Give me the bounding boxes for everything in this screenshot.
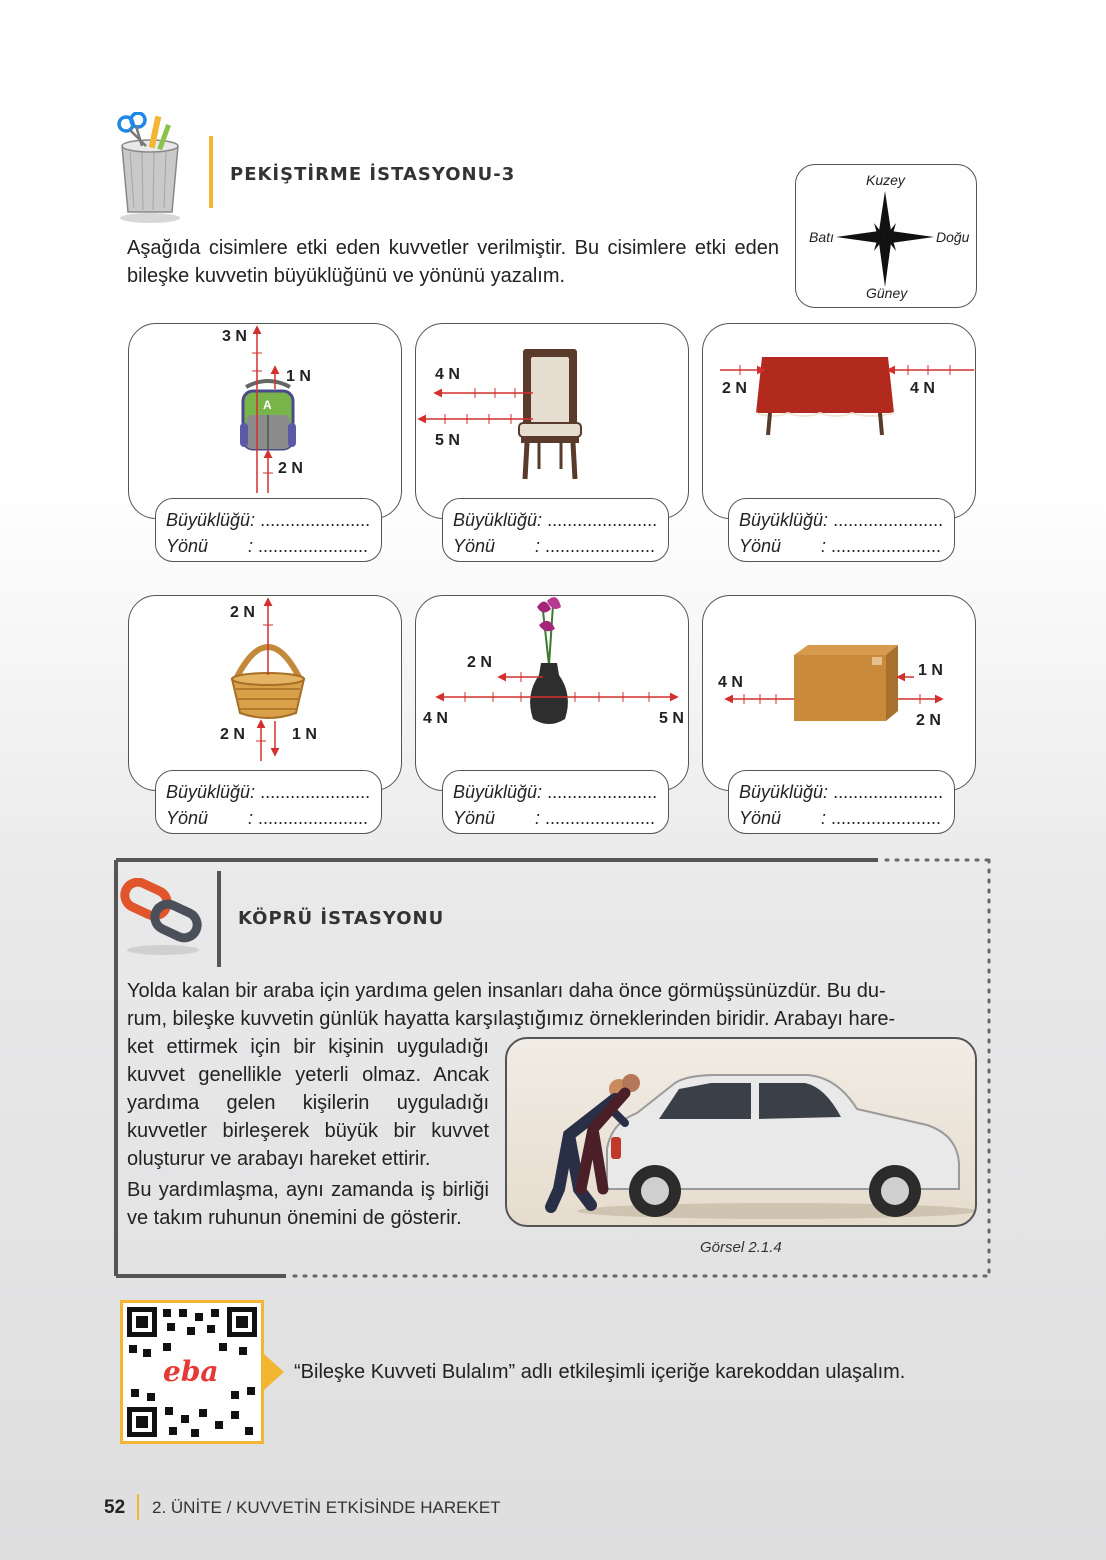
force-label: 5 N (435, 432, 460, 449)
force-label: 2 N (916, 712, 941, 729)
answer-box[interactable]: Büyüklüğü: ...................... Yönü : ...................... (442, 770, 669, 834)
figure-caption: Görsel 2.1.4 (700, 1239, 782, 1256)
qr-description: “Bileşke Kuvveti Bulalım” adlı etkileşimli içeriğe karekoddan ulaşalım. (294, 1361, 906, 1383)
compass-south-label: Güney (866, 285, 908, 301)
force-label: 1 N (286, 368, 311, 385)
chain-link-icon (118, 878, 208, 958)
bridge-title: KÖPRÜ İSTASYONU (238, 908, 445, 929)
bridge-paragraph-1-line-2: rum, bileşke kuvvetin günlük hayatta karşılaştığımız örneklerinden biridir. Arabayı hare- (127, 1008, 896, 1030)
bridge-paragraph-1-line-1: Yolda kalan bir araba için yardıma gelen insanları daha önce görmüşsünüzdür. Bu du- (127, 980, 886, 1002)
force-label: 4 N (718, 674, 743, 691)
answer-box[interactable]: Büyüklüğü: ...................... Yönü : ...................... (442, 498, 669, 562)
force-card-backpack (128, 323, 402, 519)
eba-logo: eba (163, 1355, 219, 1388)
force-label: 4 N (435, 366, 460, 383)
station-intro: Aşağıda cisimlere etki eden kuvvetler verilmiştir. Bu cisimlere etki eden bileşke kuvvetin büyüklüğünü ve yönünü yazalım. (127, 237, 779, 287)
car-push-illustration (505, 1037, 977, 1227)
bridge-paragraph-2: Bu yardımlaşma, aynı zamanda iş birliği ve takım ruhunun önemini de gösterir. (127, 1179, 489, 1229)
page-number: 52 (104, 1497, 126, 1518)
qr-pointer-icon (264, 1354, 284, 1390)
bridge-paragraph-1-rest: ket ettirmek için bir kişinin uyguladığı kuvvet genellikle yeterli olmaz. Ancak yardıma gelen kişilerin uyguladığı kuvvetler birleşerek büyük bir kuvvet oluşturur ve arabayı hareket ettirir. (127, 1036, 489, 1170)
answer-box[interactable]: Büyüklüğü: ...................... Yönü : ...................... (155, 770, 382, 834)
answer-box[interactable]: Büyüklüğü: ...................... Yönü : ...................... (155, 498, 382, 562)
bridge-accent-bar (217, 871, 221, 967)
force-label: 2 N (230, 604, 255, 621)
force-card-vase (415, 595, 689, 791)
compass-box (795, 164, 977, 308)
force-label: 2 N (722, 380, 747, 397)
compass-north-label: Kuzey (866, 172, 905, 188)
force-card-basket (128, 595, 402, 791)
force-label: 1 N (918, 662, 943, 679)
force-card-box (702, 595, 976, 791)
force-label: 2 N (278, 460, 303, 477)
force-card-table (702, 323, 976, 519)
answer-box[interactable]: Büyüklüğü: ...................... Yönü : ...................... (728, 770, 955, 834)
vase-icon (530, 597, 568, 724)
pencil-cup-icon (112, 112, 188, 224)
force-label: 5 N (659, 710, 684, 727)
unit-title: 2. ÜNİTE / KUVVETİN ETKİSİNDE HAREKET (152, 1498, 501, 1517)
section-accent-bar (209, 136, 213, 208)
compass-west-label: Batı (809, 229, 834, 245)
qr-code[interactable] (120, 1300, 264, 1444)
force-label: 4 N (423, 710, 448, 727)
force-card-chair (415, 323, 689, 519)
force-label: 1 N (292, 726, 317, 743)
backpack-badge: A (263, 398, 272, 412)
table-icon (756, 357, 894, 435)
force-label: 2 N (467, 654, 492, 671)
answer-box[interactable]: Büyüklüğü: ...................... Yönü : ...................... (728, 498, 955, 562)
force-label: 2 N (220, 726, 245, 743)
chair-icon (519, 349, 581, 479)
cardboard-box-icon (794, 645, 898, 721)
compass-east-label: Doğu (936, 229, 970, 245)
footer-separator (137, 1494, 139, 1520)
force-label: 4 N (910, 380, 935, 397)
backpack-icon (240, 381, 296, 449)
station-title: PEKİŞTİRME İSTASYONU-3 (230, 164, 516, 185)
force-label: 3 N (222, 328, 247, 345)
